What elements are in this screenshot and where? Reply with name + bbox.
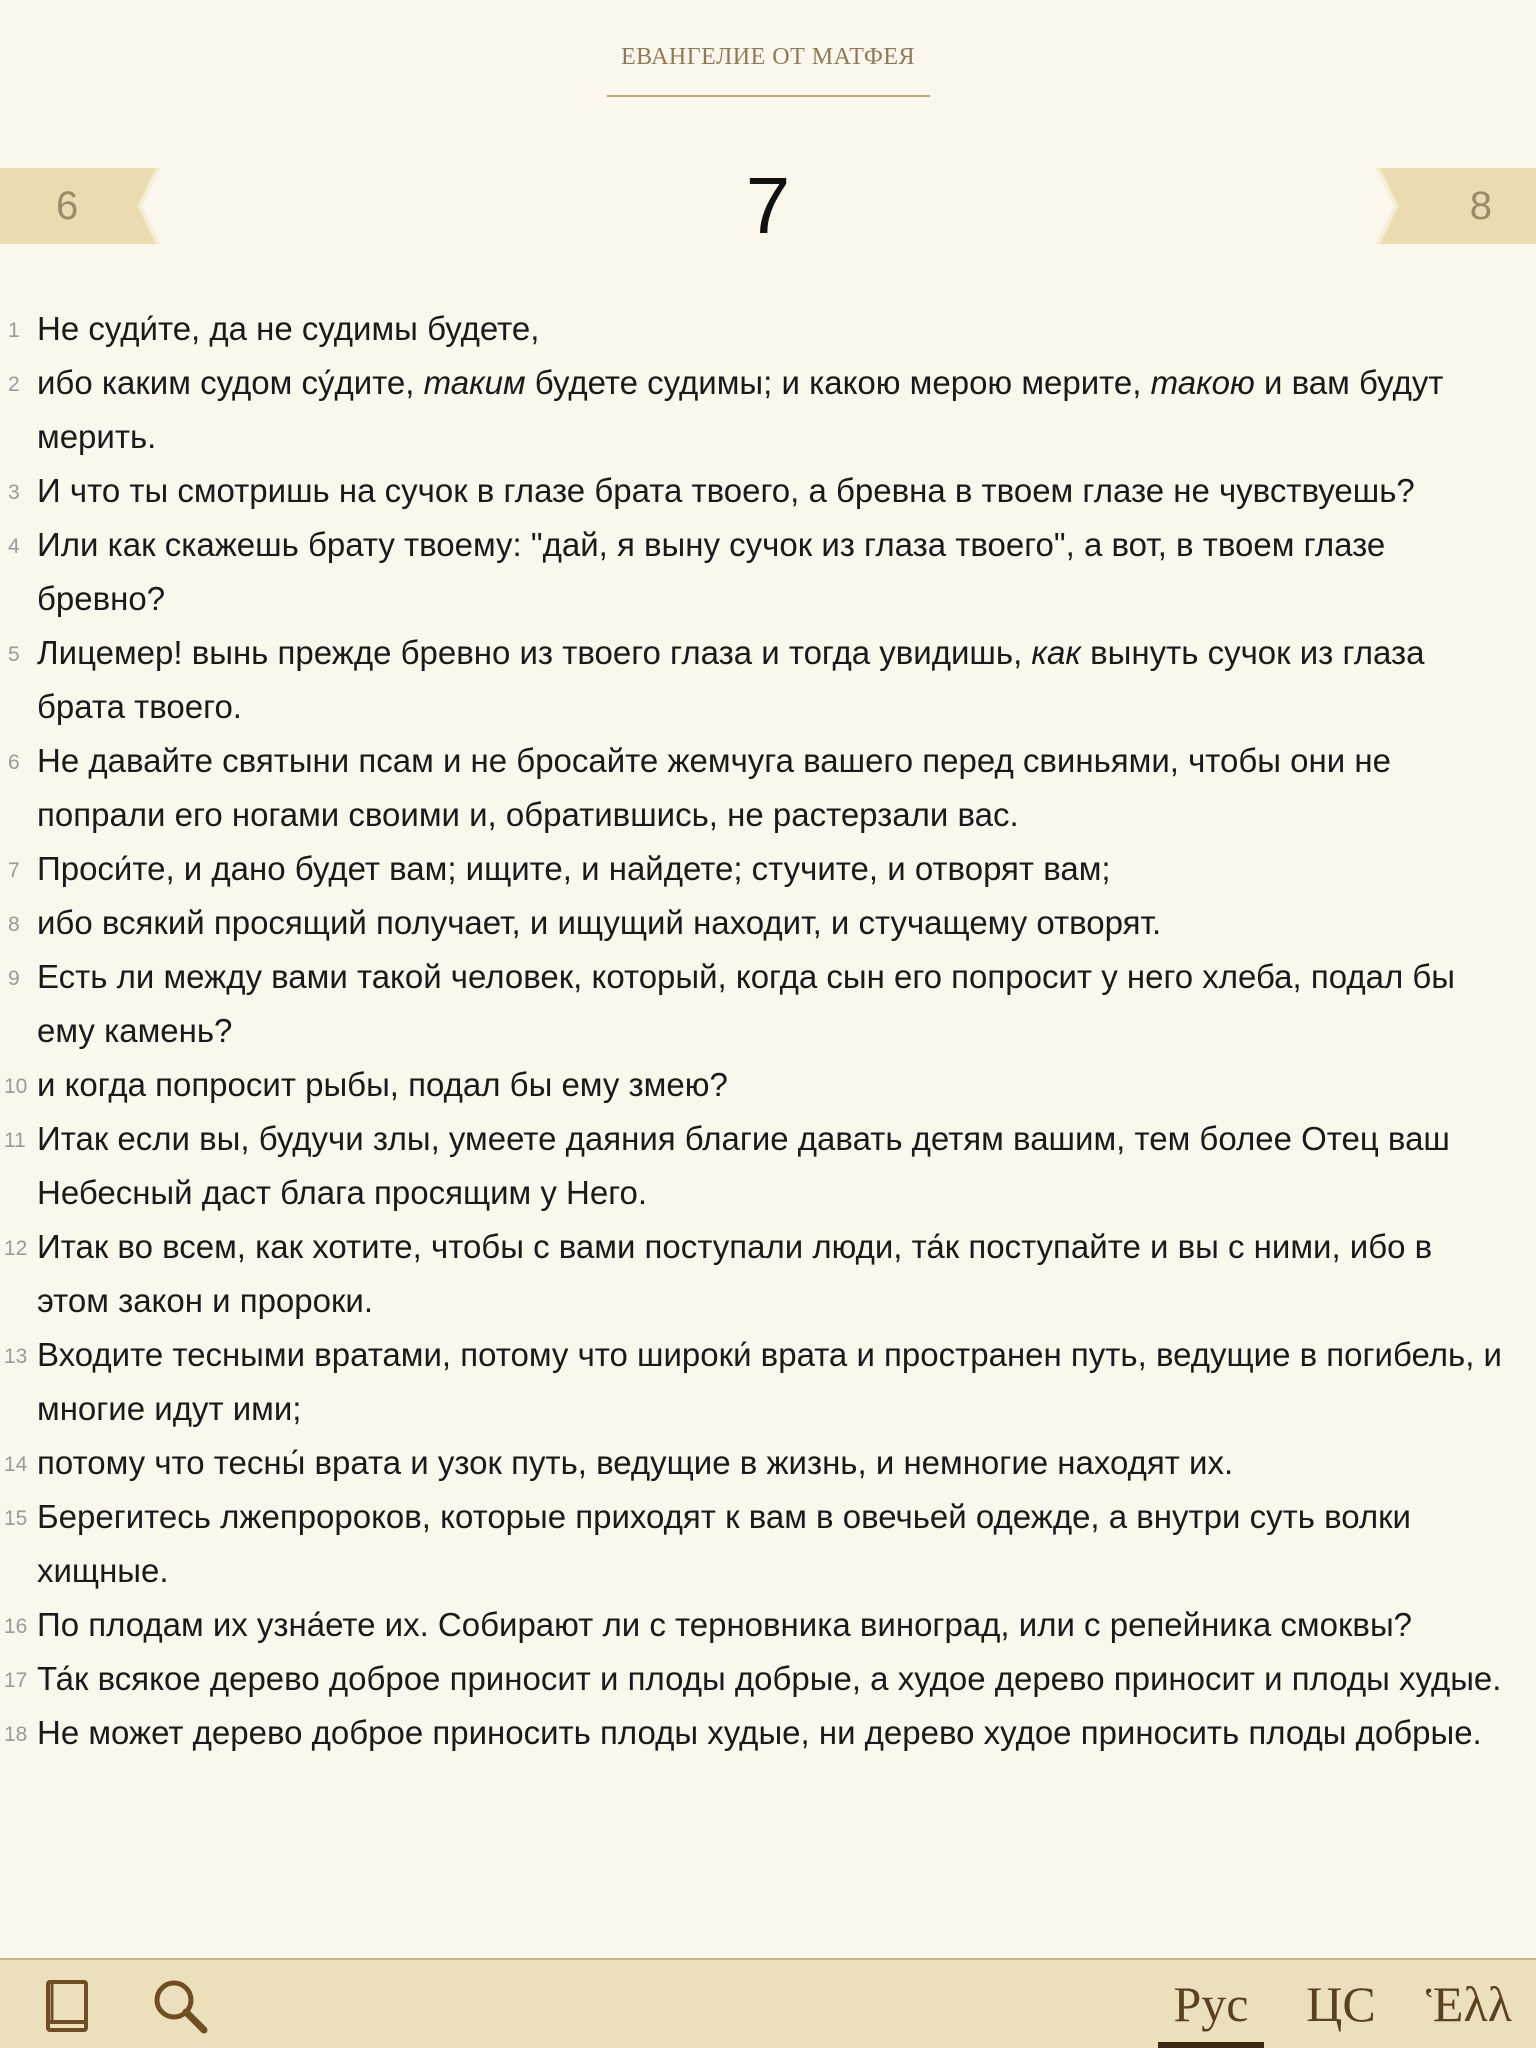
- next-chapter-ribbon-icon: [1376, 168, 1536, 244]
- book-title: ЕВАНГЕЛИЕ ОТ МАТФЕЯ: [620, 44, 916, 70]
- verse-row: [0, 1112, 1536, 1220]
- verse-row: [0, 950, 1536, 1058]
- verse-number: 13: [4, 1345, 28, 1368]
- verse-text: ибо каким судом су́дите, таким будете судимы; и какою мерою мерите, такою и вам будут мерить.: [37, 364, 1444, 455]
- language-tab-rus[interactable]: Рус: [1158, 1960, 1264, 2048]
- verse-text: Итак если вы, будучи злы, умеете даяния благие давать детям вашим, тем более Отец ваш Небесный даст блага просящим у Него.: [37, 1120, 1450, 1211]
- verse-number: 7: [8, 859, 20, 882]
- chapter-number: 7: [745, 161, 791, 250]
- verse-row: [0, 1058, 1536, 1112]
- verse-text: Берегитесь лжепророков, которые приходят к вам в овечьей одежде, а внутри суть волки хищные.: [37, 1498, 1411, 1589]
- language-tab-cs[interactable]: ЦС: [1306, 1976, 1376, 2032]
- verse-row: [0, 464, 1536, 518]
- verse-row: [0, 626, 1536, 734]
- verse-number: 9: [8, 967, 20, 990]
- verse-row: [0, 896, 1536, 950]
- verse-number: 1: [8, 319, 20, 342]
- verse-number: 16: [4, 1615, 28, 1638]
- prev-chapter-number: 6: [56, 184, 79, 228]
- verse-text: Не суди́те, да не судимы будете,: [37, 310, 540, 347]
- verse-text: Лицемер! вынь прежде бревно из твоего глаза и тогда увидишь, как вынуть сучок из глаза брата твоего.: [37, 634, 1425, 725]
- verse-number: 8: [8, 913, 20, 936]
- verse-row: [0, 1598, 1536, 1652]
- verse-number: 2: [8, 373, 20, 396]
- verse-text: И что ты смотришь на сучок в глазе брата твоего, а бревна в твоем глазе не чувствуешь?: [37, 472, 1415, 509]
- verse-list: [0, 302, 1536, 1958]
- title-underline: [607, 95, 930, 97]
- verse-text: и когда попросит рыбы, подал бы ему змею?: [37, 1066, 728, 1103]
- verse-row: [0, 1436, 1536, 1490]
- verse-text: Входите тесными вратами, потому что широки́ врата и пространен путь, ведущие в погибель, и многие идут ими;: [37, 1336, 1502, 1427]
- verse-text: Проси́те, и дано будет вам; ищите, и найдете; стучите, и отворят вам;: [37, 850, 1111, 887]
- book-icon[interactable]: [36, 1974, 100, 2038]
- verse-text: потому что тесны́ врата и узок путь, ведущие в жизнь, и немногие находят их.: [37, 1444, 1234, 1481]
- verse-number: 18: [4, 1723, 28, 1746]
- verse-text: Не давайте святыни псам и не бросайте жемчуга вашего перед свиньями, чтобы они не попрали его ногами своими и, обратившись, не растерзали вас.: [37, 742, 1391, 833]
- verse-text: Или как скажешь брату твоему: "дай, я выну сучок из глаза твоего", а вот, в твоем глазе бревно?: [37, 526, 1386, 617]
- verse-text: Итак во всем, как хотите, чтобы с вами поступали люди, та́к поступайте и вы с ними, ибо в этом закон и пророки.: [37, 1228, 1433, 1319]
- verse-number: 12: [4, 1237, 28, 1260]
- verse-number: 17: [4, 1669, 28, 1692]
- verse-number: 15: [4, 1507, 28, 1530]
- verse-number: 14: [4, 1453, 28, 1476]
- verse-row: [0, 1652, 1536, 1706]
- verse-number: 4: [8, 535, 20, 558]
- verse-number: 10: [4, 1075, 28, 1098]
- verse-text: ибо всякий просящий получает, и ищущий находит, и стучащему отворят.: [37, 904, 1162, 941]
- verse-number: 6: [8, 751, 20, 774]
- verse-row: [0, 302, 1536, 356]
- verse-number: 5: [8, 643, 20, 666]
- verse-text: Та́к всякое дерево доброе приносит и плоды добрые, а худое дерево приносит и плоды худые.: [37, 1660, 1502, 1697]
- verse-number: 11: [4, 1129, 26, 1152]
- search-icon[interactable]: [148, 1974, 212, 2038]
- verse-text: По плодам их узна́ете их. Собирают ли с терновника виноград, или с репейника смоквы?: [37, 1606, 1413, 1643]
- verse-row: [0, 1220, 1536, 1328]
- verse-row: [0, 1706, 1536, 1760]
- verse-row: [0, 518, 1536, 626]
- verse-text: Есть ли между вами такой человек, который, когда сын его попросит у него хлеба, подал бы ему камень?: [37, 958, 1456, 1049]
- language-tab-greek[interactable]: Ἑλλ: [1426, 1976, 1512, 2032]
- next-chapter-number: 8: [1469, 184, 1492, 228]
- verse-row: [0, 842, 1536, 896]
- verse-row: [0, 1328, 1536, 1436]
- verse-text: Не может дерево доброе приносить плоды худые, ни дерево худое приносить плоды добрые.: [37, 1714, 1482, 1751]
- verse-row: [0, 356, 1536, 464]
- next-chapter-button[interactable]: [1376, 168, 1536, 244]
- bottom-toolbar: [0, 1958, 1536, 2048]
- verse-row: [0, 734, 1536, 842]
- verse-row: [0, 1490, 1536, 1598]
- verse-number: 3: [8, 481, 20, 504]
